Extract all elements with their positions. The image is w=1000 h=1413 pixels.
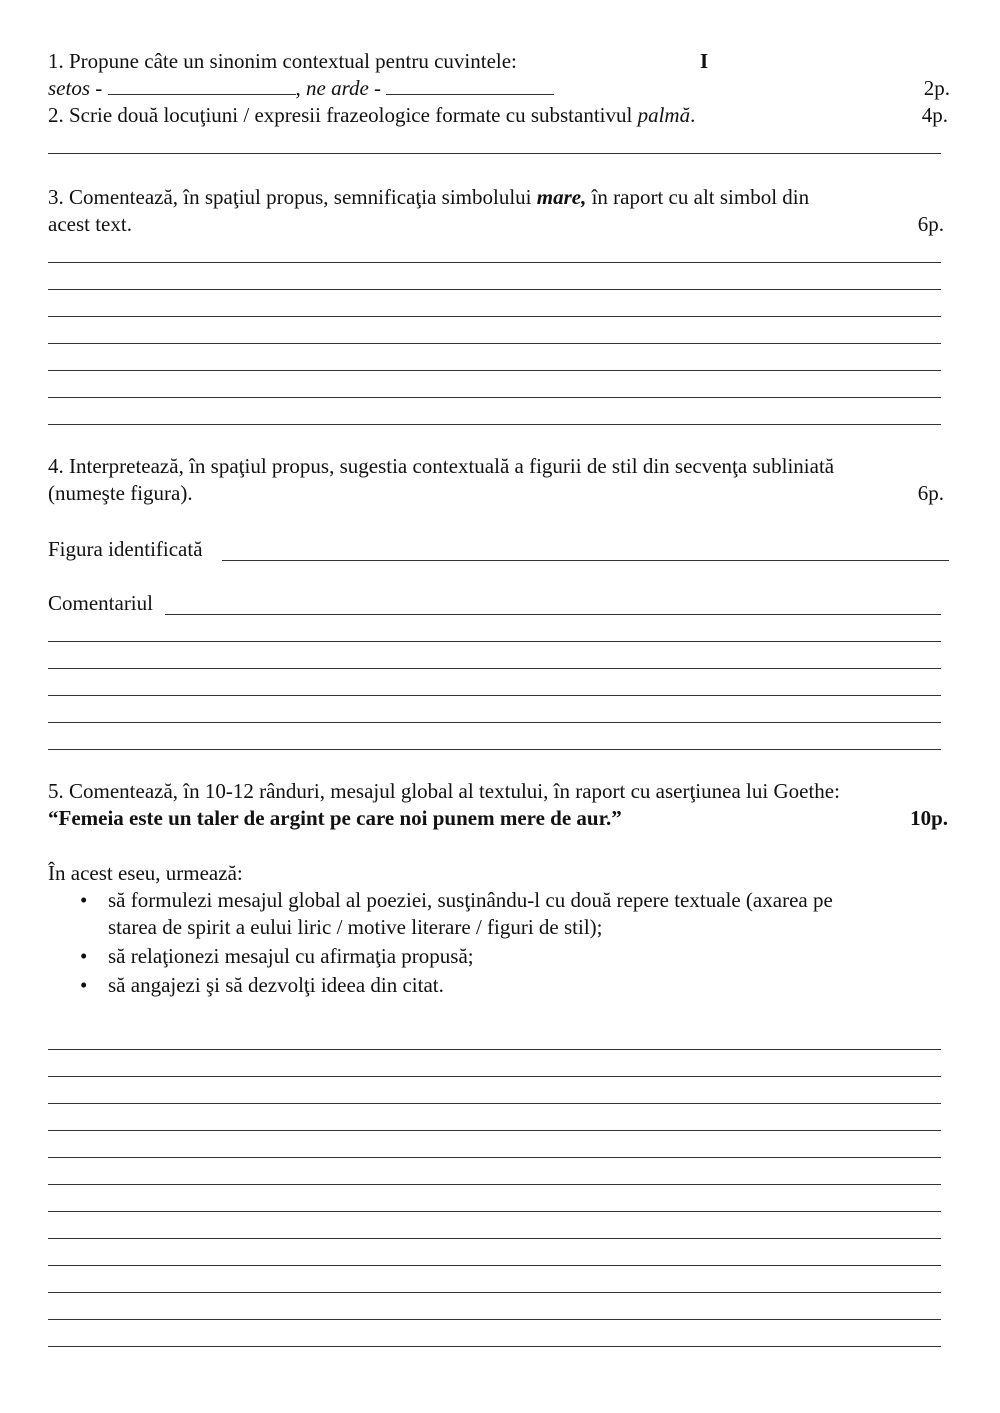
bullet-symbol: • bbox=[80, 973, 88, 997]
answer-line[interactable] bbox=[48, 1319, 941, 1320]
comment-answer-line[interactable] bbox=[165, 614, 941, 615]
q2-end: . bbox=[690, 103, 696, 127]
q1-blank-2[interactable] bbox=[386, 76, 554, 95]
answer-line[interactable] bbox=[48, 289, 941, 290]
q3-text-a: 3. Comentează, în spaţiul propus, semnificaţia simbolului bbox=[48, 185, 532, 209]
answer-line[interactable] bbox=[48, 343, 941, 344]
q1-text: 1. Propune câte un sinonim contextual pentru cuvintele: bbox=[48, 49, 517, 73]
bullet-item: să formulezi mesajul global al poeziei, susţinându-l cu două repere textuale (axarea pe bbox=[108, 888, 833, 912]
section-marker: I bbox=[700, 49, 709, 73]
bullet-symbol: • bbox=[80, 888, 88, 912]
answer-line[interactable] bbox=[48, 1238, 941, 1239]
q3-text-b: în raport cu alt simbol din bbox=[591, 185, 810, 209]
q2-text: 2. Scrie două locuţiuni / expresii frazeologice formate cu substantivul bbox=[48, 103, 633, 127]
answer-line[interactable] bbox=[48, 262, 941, 263]
figure-label: Figura identificată bbox=[48, 537, 203, 561]
q2-keyword: palmă bbox=[637, 103, 691, 127]
q1-separator: , bbox=[295, 76, 301, 100]
answer-line[interactable] bbox=[48, 641, 941, 642]
q1-word2: ne arde - bbox=[306, 76, 382, 100]
q3-keyword: mare, bbox=[536, 185, 587, 209]
figure-answer-line[interactable] bbox=[222, 560, 949, 561]
bullet-symbol: • bbox=[80, 944, 88, 968]
answer-line[interactable] bbox=[48, 1211, 941, 1212]
answer-line[interactable] bbox=[48, 316, 941, 317]
answer-line[interactable] bbox=[48, 695, 941, 696]
answer-line[interactable] bbox=[48, 1292, 941, 1293]
q1-blank-1[interactable] bbox=[108, 76, 296, 95]
answer-line[interactable] bbox=[48, 1076, 941, 1077]
q4-text-b: (numeşte figura). bbox=[48, 481, 193, 505]
answer-line[interactable] bbox=[48, 397, 941, 398]
answer-line[interactable] bbox=[48, 1184, 941, 1185]
answer-line[interactable] bbox=[48, 1265, 941, 1266]
answer-line[interactable] bbox=[48, 1130, 941, 1131]
answer-line[interactable] bbox=[48, 722, 941, 723]
answer-line[interactable] bbox=[48, 370, 941, 371]
answer-line[interactable] bbox=[48, 1049, 941, 1050]
q1-word1: setos - bbox=[48, 76, 103, 100]
q1-points: 2p. bbox=[923, 76, 950, 100]
q2-text-row bbox=[48, 102, 695, 129]
q3-points: 6p. bbox=[917, 212, 944, 236]
q5-quote: “Femeia este un taler de argint pe care noi punem mere de aur.” bbox=[48, 806, 622, 830]
q3-text-c: acest text. bbox=[48, 212, 132, 236]
answer-line[interactable] bbox=[48, 1346, 941, 1347]
answer-line[interactable] bbox=[48, 1103, 941, 1104]
bullet-item: să relaţionezi mesajul cu afirmaţia propusă; bbox=[108, 944, 474, 968]
q2-points: 4p. bbox=[921, 103, 948, 127]
q4-points: 6p. bbox=[917, 481, 944, 505]
q3-text-row bbox=[48, 184, 809, 211]
q5-points: 10p. bbox=[910, 806, 948, 830]
q5-text-a: 5. Comentează, în 10-12 rânduri, mesajul global al textului, în raport cu aserţiunea lui Goethe: bbox=[48, 779, 840, 803]
q4-text-a: 4. Interpretează, în spaţiul propus, sugestia contextuală a figurii de stil din secvenţa subliniată bbox=[48, 454, 835, 478]
bullet-item-continuation: starea de spirit a eului liric / motive literare / figuri de stil); bbox=[108, 915, 603, 939]
answer-line[interactable] bbox=[48, 749, 941, 750]
q1-answer-row bbox=[48, 75, 554, 102]
comment-label: Comentariul bbox=[48, 591, 153, 615]
answer-line[interactable] bbox=[48, 424, 941, 425]
q5-intro: În acest eseu, urmează: bbox=[48, 861, 243, 885]
answer-line[interactable] bbox=[48, 153, 941, 154]
bullet-item: să angajezi şi să dezvolţi ideea din citat. bbox=[108, 973, 444, 997]
answer-line[interactable] bbox=[48, 1157, 941, 1158]
answer-line[interactable] bbox=[48, 668, 941, 669]
